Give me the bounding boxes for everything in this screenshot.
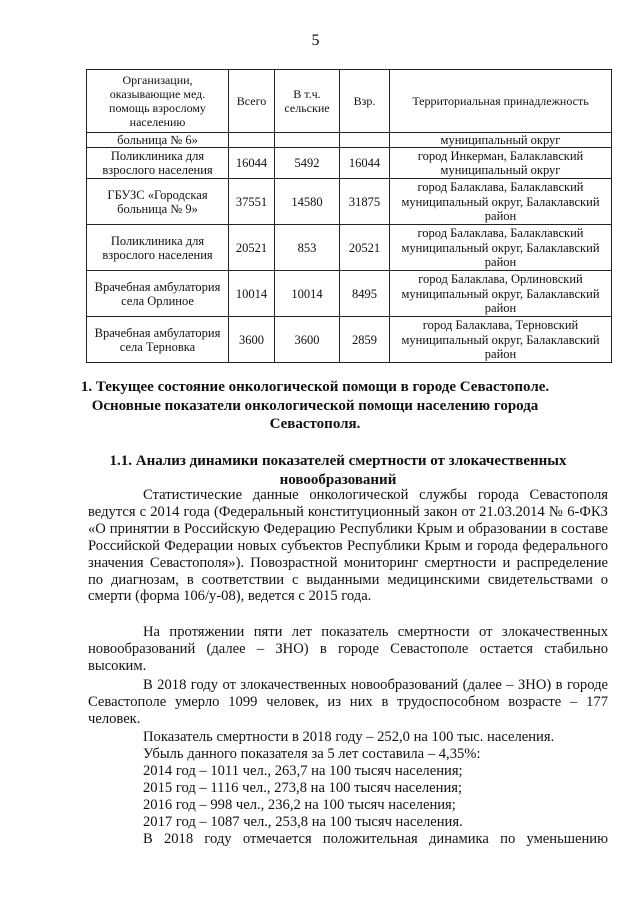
cell-org: Поликлиника для взрослого населения	[87, 225, 229, 271]
cell-territory: город Балаклава, Орлиновский муниципальный округ, Балаклавский район	[390, 271, 612, 317]
organizations-table	[86, 69, 612, 363]
page-number: 5	[311, 32, 320, 49]
decline-line: Убыль данного показателя за 5 лет составила – 4,35%:	[143, 746, 481, 762]
cell-adult	[340, 133, 390, 148]
cell-territory: город Балаклава, Терновский муниципальный округ, Балаклавский район	[390, 317, 612, 363]
cell-adult: 31875	[340, 179, 390, 225]
table-row	[87, 317, 612, 363]
cell-org: ГБУЗС «Городская больница № 9»	[87, 179, 229, 225]
section-1-1-heading: 1.1. Анализ динамики показателей смертности от злокачественных новообразований	[109, 453, 567, 488]
cell-adult: 8495	[340, 271, 390, 317]
cell-territory: муниципальный округ	[390, 133, 612, 148]
cell-rural	[275, 133, 340, 148]
year-2015-line: 2015 год – 1116 чел., 273,8 на 100 тысяч населения;	[143, 780, 463, 796]
paragraph-positive-dynamics: В 2018 году отмечается положительная динамика по уменьшению	[143, 831, 608, 847]
cell-org: Врачебная амбулатория села Орлиное	[87, 271, 229, 317]
paragraph-statistics: Статистические данные онкологической службы города Севастополя ведутся с 2014 года (Федеральный конституционный закон от 21.03.2014 № 6-ФКЗ «О принятии в Российскую Федерацию Республики Крым и образовании в составе Российской Федерации новых субъектов Республики Крым и города федерального значения Севастополя»). Повозрастной мониторинг смертности и распределение по диагнозам, в соответствии с выданными медицинскими свидетельствами о смерти (форма 106/у-08), ведется с 2015 года.	[88, 487, 608, 605]
table-row	[87, 271, 612, 317]
cell-rural: 5492	[275, 148, 340, 179]
paragraph-2018-deaths: В 2018 году от злокачественных новообразований (далее – ЗНО) в городе Севастополе умерло 1099 человек, из них в трудоспособном возрасте – 177 человек.	[88, 677, 608, 727]
header-organizations: Организации, оказывающие мед. помощь взрослому населению	[87, 70, 229, 133]
mortality-rate-line: Показатель смертности в 2018 году – 252,0 на 100 тыс. населения.	[143, 729, 555, 745]
section-1-heading: 1. Текущее состояние онкологической помощи в городе Севастополе. Основные показатели онкологической помощи населению города Севастополя.	[80, 379, 550, 432]
cell-total: 16044	[229, 148, 275, 179]
cell-rural: 853	[275, 225, 340, 271]
cell-total: 10014	[229, 271, 275, 317]
cell-adult: 16044	[340, 148, 390, 179]
header-territory: Территориальная принадлежность	[390, 70, 612, 133]
header-rural: В т.ч. сельские	[275, 70, 340, 133]
header-adult: Взр.	[340, 70, 390, 133]
table-row	[87, 225, 612, 271]
year-2016-line: 2016 год – 998 чел., 236,2 на 100 тысяч населения;	[143, 797, 456, 813]
paragraph-mortality-trend: На протяжении пяти лет показатель смертности от злокачественных новообразований (далее – ЗНО) в городе Севастополе остается стабильно высоким.	[88, 624, 608, 674]
cell-territory: город Балаклава, Балаклавский муниципальный округ, Балаклавский район	[390, 179, 612, 225]
header-total: Всего	[229, 70, 275, 133]
cell-total	[229, 133, 275, 148]
table-row	[87, 133, 612, 148]
cell-adult: 2859	[340, 317, 390, 363]
year-2017-line: 2017 год – 1087 чел., 253,8 на 100 тысяч населения.	[143, 814, 463, 830]
cell-rural: 10014	[275, 271, 340, 317]
cell-rural: 3600	[275, 317, 340, 363]
cell-territory: город Балаклава, Балаклавский муниципальный округ, Балаклавский район	[390, 225, 612, 271]
cell-territory: город Инкерман, Балаклавский муниципальный округ	[390, 148, 612, 179]
table-row	[87, 179, 612, 225]
table-header-row	[87, 70, 612, 133]
cell-total: 37551	[229, 179, 275, 225]
cell-org: больница № 6»	[87, 133, 229, 148]
cell-rural: 14580	[275, 179, 340, 225]
table-row	[87, 148, 612, 179]
cell-org: Врачебная амбулатория села Терновка	[87, 317, 229, 363]
year-2014-line: 2014 год – 1011 чел., 263,7 на 100 тысяч населения;	[143, 763, 463, 779]
cell-adult: 20521	[340, 225, 390, 271]
cell-total: 3600	[229, 317, 275, 363]
cell-org: Поликлиника для взрослого населения	[87, 148, 229, 179]
cell-total: 20521	[229, 225, 275, 271]
